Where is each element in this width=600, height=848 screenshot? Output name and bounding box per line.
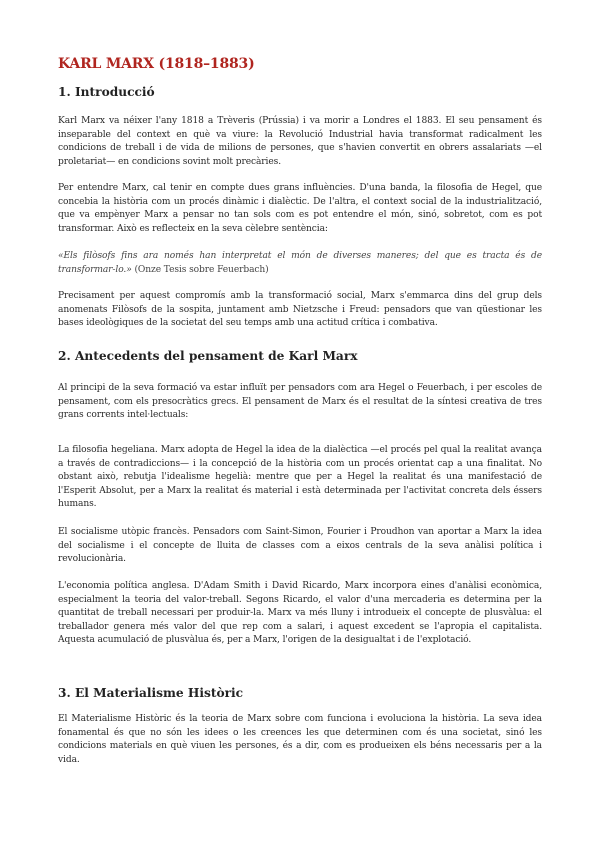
- paragraph: El socialisme utòpic francès. Pensadors com Saint-Simon, Fourier i Proudhon van aportar a Marx la idea del socialisme i el concepte de lluita de classes com a eixos centrals de la seva anàlisi política i revolucionària.: [58, 527, 542, 564]
- paragraph: La filosofia hegeliana. Marx adopta de Hegel la idea de la dialèctica —el procés pel qual la realitat avança a través de contradiccions— i la concepció de la història com un procés orientat cap a una finalitat. No obstant això, rebutja l'idealisme hegelià: mentre que per a Hegel la realitat és una manifestació de l'Esperit Absolut, per a Marx la realitat és material i està determinada per l'activitat concreta dels éssers humans.: [58, 445, 542, 509]
- paragraph: El Materialisme Històric és la teoria de Marx sobre com funciona i evoluciona la història. La seva idea fonamental és que no són les idees o les creences les que determinen com és una societat, sinó les condicions materials en què viuen les persones, és a dir, com es produeixen els béns necessaris per a la vida.: [58, 714, 542, 765]
- paragraph: Karl Marx va néixer l'any 1818 a Trèveris (Prússia) i va morir a Londres el 1883. El seu pensament és inseparable del context en què va viure: la Revolució Industrial havia transformat radicalment les condicions de treball i de vida de milions de persones, que s'havien convertit en obrers assalariats —el proletariat— en condicions sovint molt precàries.: [58, 116, 542, 167]
- quote: [58, 250, 542, 277]
- quote-source: (Onze Tesis sobre Feuerbach): [134, 264, 269, 275]
- section-heading-materialisme: 3. El Materialisme Històric: [58, 686, 244, 700]
- quote-text: «Els filòsofs fins ara només han interpretat el món de diverses maneres; del que es tracta és de transformar-lo.»: [58, 251, 542, 275]
- paragraph: Per entendre Marx, cal tenir en compte dues grans influències. D'una banda, la filosofia de Hegel, que concebia la història com un procés dinàmic i dialèctic. De l'altra, el context social de la industrialització, que va empènyer Marx a pensar no tan sols com es pot entendre el món, sinó, sobretot, com es pot transformar. Això es reflecteix en la seva cèlebre sentència:: [58, 183, 542, 234]
- document-title: KARL MARX (1818–1883): [58, 56, 255, 72]
- paragraph: Al principi de la seva formació va estar influït per pensadors com ara Hegel o Feuerbach, i per escoles de pensament, com els presocràtics grecs. El pensament de Marx és el resultat de la síntesi creativa de tres grans corrents intel·lectuals:: [58, 383, 542, 420]
- section-heading-introduccio: 1. Introducció: [58, 85, 155, 99]
- section-heading-antecedents: 2. Antecedents del pensament de Karl Marx: [58, 349, 358, 363]
- paragraph: L'economia política anglesa. D'Adam Smith i David Ricardo, Marx incorpora eines d'anàlisi econòmica, especialment la teoria del valor-treball. Segons Ricardo, el valor d'una mercaderia es determina per la quantitat de treball necessari per produir-la. Marx va més lluny i introdueix el concepte de plusvàlua: el treballador genera més valor del que rep com a salari, i aquest excedent se l'apropia el capitalista. Aquesta acumulació de plusvàlua és, per a Marx, l'origen de la desigualtat i de l'explotació.: [58, 581, 542, 645]
- paragraph: Precisament per aquest compromís amb la transformació social, Marx s'emmarca dins del grup dels anomenats Filòsofs de la sospita, juntament amb Nietzsche i Freud: pensadors que van qüestionar les bases ideològiques de la societat del seu temps amb una actitud crítica i combativa.: [58, 291, 542, 328]
